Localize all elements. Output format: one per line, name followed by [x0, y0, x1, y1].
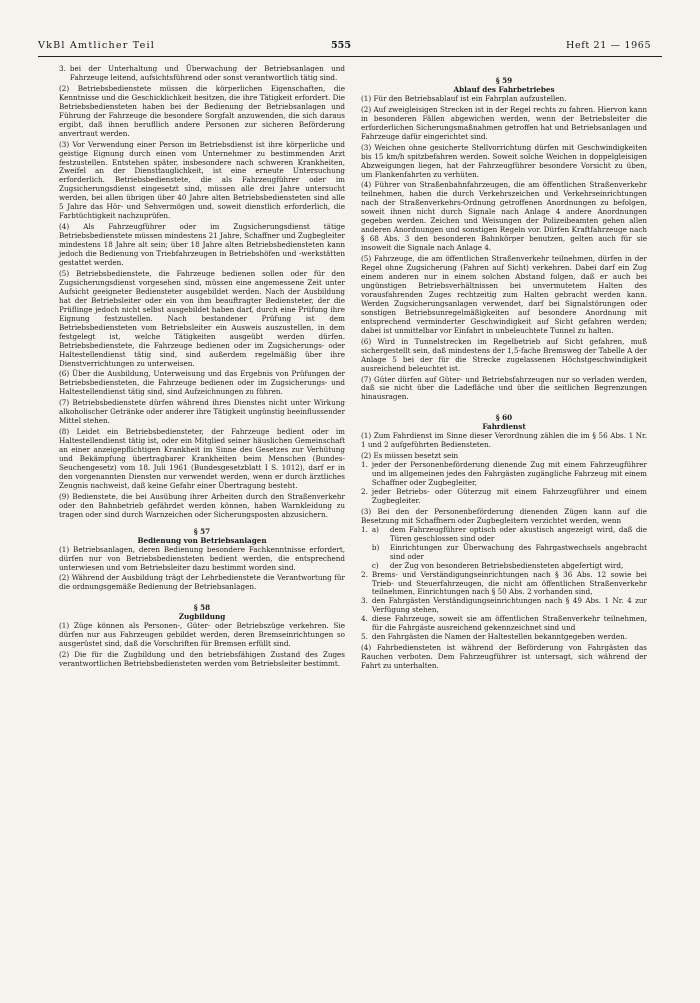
list-number: 1. [361, 460, 368, 470]
list-item [361, 461, 647, 488]
section-number: § 57 [193, 526, 211, 536]
list-number: 4. [361, 614, 368, 624]
list-number: 2. [361, 486, 368, 496]
right-column [361, 65, 647, 671]
issue-number: Heft 21 — 1965 [566, 40, 652, 51]
paragraph: (2) Die für die Zugbildung und den betriebsfähigen Zustand des Zuges verantwortlichen Betriebsbediensteten werden vom Betriebsleiter bestimmt. [59, 650, 345, 669]
list-text: diese Fahrzeuge, soweit sie am öffentlichen Straßenverkehr teilnehmen, für die Fahrgäste ausreichend gekennzeichnet sind und [371, 614, 647, 633]
paragraph: (3) Weichen ohne gesicherte Stellvorrichtung dürfen mit Geschwindigkeiten bis 15 km/h spitzbefahren werden. Soweit solche Weichen in doppelgleisigen Abzweigungen liegen, hat der Fahrzeugführer besondere Vorsicht zu üben, um Flankenfahrten zu verhüten. [361, 142, 647, 179]
sub-item-text: dem Fahrzeugführer optisch oder akustisch angezeigt wird, daß die Türen geschlossen sind oder [389, 524, 647, 543]
paragraph: (6) Wird in Tunnelstrecken im Regelbetrieb auf Sicht gefahren, muß sichergestellt sein, daß mindestens der 1,5-fache Bremsweg der Tabelle A der Anlage 5 bei der für die Strecke zugelassenen Höchstgeschwindigkeit ausreichend beleuchtet ist. [361, 336, 647, 373]
paragraph: (2) Betriebsbedienstete müssen die körperlichen Eigenschaften, die Kenntnisse und die Geschicklichkeit besitzen, die ihre Tätigkeit erfordert. Die Betriebsbediensteten haben bei der Bedienung der Betriebsanlagen und Führung der Fahrzeuge die besondere Sorgfalt anzuwenden, die sich daraus ergibt, daß ihnen berufllich andere Personen zur sicheren Beförderung anvertraut werden. [59, 83, 345, 138]
paragraph: (2) Während der Ausbildung trägt der Lehrbedienstete die Verantwortung für die ordnungsgemäße Bedienung der Betriebsanlagen. [59, 573, 345, 592]
section-number: § 59 [495, 76, 513, 85]
paragraph: (8) Leidet ein Betriebsbediensteter, der Fahrzeuge bedient oder im Haltestellendienst tätig ist, oder ein Mitglied seiner häuslichen Gemeinschaft an einer anzeigepflichtigen Krankheit im Sinne des Gesetzes zur Verhütung und Bekämpfung übertragbarer Krankheiten beim Menschen (Bundes-Seuchengesetz) vom 18. Juli 1961 (Bundesgesetzblatt I S. 1012), darf er in den vorgenannten Diensten nur verwendet werden, wenn er durch ärztliches Zeugnis nachweist, daß keine Gefahr einer Übertragung besteht. [59, 427, 345, 490]
sub-item [372, 544, 647, 562]
list-text: den Fahrgästen die Namen der Haltestellen bekanntgegeben werden. [371, 632, 627, 642]
list-text: Brems- und Verständigungseinrichtungen nach § 36 Abs. 12 sowie bei Trieb- und Steuerfahrzeugen, die nicht am öffentlichen Straßenverkehr teilnehmen, Einrichtungen nach § 50 Abs. 2 vorhanden sind, [371, 569, 647, 597]
paragraph: (7) Güter dürfen auf Güter- und Betriebsfahrzeugen nur so verladen werden, daß sie nicht über die Ladefläche und über die seitlichen Begrenzungen hinausragen. [361, 374, 647, 402]
list-text: jeder der Personenbeförderung dienende Zug mit einem Fahrzeugführer und im allgemeinen jedes den Fahrgästen zugängliche Fahrzeug mit einem Schaffner oder Zugbegleiter, [371, 460, 647, 488]
paragraph: (5) Fahrzeuge, die am öffentlichen Straßenverkehr teilnehmen, dürfen in der Regel ohne Zugsicherung (Fahren auf Sicht) verkehren. Dabei darf ein Zug einem anderen nur in einem solchen Abstand folgen, daß er auch bei ungünstigen Betriebsverhältnissen bei unvermutetem Halten des vorausfahrenden Zuges rechtzeitig zum Halten gebracht werden kann. Werden Zugsicherungsanlagen verwendet, darf bei Signalstörungen oder sonstigen Betriebsunregelmäßigkeiten auf besondere Anordnung mit entsprechend verminderter Geschwindigkeit auf Sicht gefahren werden; dabei ist unmittelbar vor Einfahrt in unbeleuchtete Tunnel zu halten. [361, 254, 647, 335]
list-item [59, 65, 345, 83]
sub-item-text: der Zug von besonderen Betriebsbediensteten abgefertigt wird, [389, 560, 624, 570]
list-number: 2. [361, 569, 368, 579]
list-item [361, 633, 647, 642]
section-title: Ablauf des Fahrbetriebes [453, 84, 555, 94]
list-item [361, 571, 647, 598]
page-number: 555 [331, 40, 352, 51]
list-item [361, 526, 647, 571]
paragraph: (3) Bei den der Personenbeförderung dienenden Zügen kann auf die Besetzung mit Schaffnern oder Zugbegleitern verzichtet werden, wenn [361, 506, 647, 525]
paragraph: (1) Zum Fahrdienst im Sinne dieser Verordnung zählen die im § 56 Abs. 1 Nr. 1 und 2 aufgeführten Bediensteten. [361, 431, 647, 450]
list-item [361, 615, 647, 633]
paragraph: (7) Betriebsbedienstete dürfen während ihres Dienstes nicht unter Wirkung alkoholischer Getränke oder anderer ihre Tätigkeit ungünstig beeinflussender Mittel stehen. [59, 398, 345, 426]
paragraph: (2) Auf zweigleisigen Strecken ist in der Regel rechts zu fahren. Hiervon kann in besonderen Fällen abgewichen werden, wenn der Betriebsleiter die erforderlichen Sicherungsmaßnahmen getroffen hat und Betriebsanlagen und Fahrzeuge dafür eingerichtet sind. [361, 104, 647, 141]
paragraph: (4) Fahrbediensteten ist während der Beförderung von Fahrgästen das Rauchen verboten. Dem Fahrzeugführer ist untersagt, sich während der Fahrt zu unterhalten. [361, 643, 647, 671]
paragraph: (1) Züge können als Personen-, Güter- oder Betriebszüge verkehren. Sie dürfen nur aus Fahrzeugen gebildet werden, deren Bremseinrichtungen so ausgerüstet sind, daß die Vorschriften für Bremsen erfüllt sind. [59, 621, 345, 649]
section-title: Bedienung von Betriebsanlagen [137, 535, 267, 545]
paragraph: (9) Bedienstete, die bei Ausübung ihrer Arbeiten durch den Straßenverkehr oder den Bahnbetrieb gefährdet werden können, haben Warnkleidung zu tragen oder sind durch Warnzeichen oder Sicherungsposten abzusichern. [59, 491, 345, 519]
paragraph: (1) Für den Betriebsablauf ist ein Fahrplan aufzustellen. [361, 93, 567, 103]
section-number: § 58 [193, 603, 211, 613]
paragraph: (5) Betriebsbedienstete, die Fahrzeuge bedienen sollen oder für den Zugsicherungsdienst vorgesehen sind, müssen eine angemessene Zeit unter Aufsicht geeigneter Bediensteter ausgebildet werden. Nach der Ausbildung hat der Betriebsleiter oder ein von ihm beauftragter Bediensteter, der die Prüflinge jedoch nicht selbst ausgebildet haben darf, durch eine Prüfung ihre Eignung festzustellen. Nach bestandener Prüfung ist dem Betriebsbediensteten vom Betriebsleiter ein Ausweis auszustellen, in dem festgelegt ist, welche Tätigkeiten ausgeübt werden dürfen. Betriebsbedienstete, die Fahrzeuge bedienen oder im Zugsicherungs- oder Haltestellendienst tätig sind, sind außerdem regelmäßig über ihre Dienstverrichtungen zu unterweisen. [59, 268, 345, 368]
running-header: VkBl Amtlicher Teil [38, 40, 156, 51]
list-number: 3. [59, 64, 66, 73]
header-rule [38, 56, 662, 57]
sub-item-letter: b) [371, 542, 380, 552]
list-item [361, 488, 647, 506]
section-number: § 60 [495, 413, 513, 423]
list-text [372, 526, 647, 571]
sub-item [372, 526, 647, 544]
list-number: 3. [361, 596, 368, 606]
list-number: 5. [361, 632, 368, 642]
list-text: den Fahrgästen Verständigungseinrichtungen nach § 49 Abs. 1 Nr. 4 zur Verfügung stehen, [371, 596, 647, 615]
paragraph: (6) Über die Ausbildung, Unterweisung und das Ergebnis von Prüfungen der Betriebsbediensteten, die Fahrzeuge bedienen oder im Zugsicherungs- und Haltestellendienst tätig sind, sind Aufzeichnungen zu führen. [59, 369, 345, 397]
paragraph: (4) Als Fahrzeugführer oder im Zugsicherungsdienst tätige Betriebsbedienstete müssen mindestens 21 Jahre, Schaffner und Zugbegleiter mindestens 18 Jahre alt sein; über 18 Jahre alten Betriebsbediensteten kann jedoch die Bedienung von Triebfahrzeugen in Betriebshöfen und -werkstätten gestattet werden. [59, 222, 345, 268]
sub-item-letter: c) [371, 560, 379, 570]
list-item [361, 597, 647, 615]
section-title: Zugbildung [178, 612, 226, 622]
paragraph: (1) Betriebsanlagen, deren Bedienung besondere Fachkenntnisse erfordert, dürfen nur von Betriebsbediensteten bedient werden, die entsprechend unterwiesen und vom Betriebsleiter dazu bestimmt worden sind. [59, 544, 345, 572]
paragraph: (2) Es müssen besetzt sein [361, 451, 459, 461]
list-text: bei der Unterhaltung und Überwachung der Betriebsanlagen und Fahrzeuge leitend, aufsichtsführend oder sonst verantwortlich tätig sind. [69, 64, 345, 82]
sub-item-text: Einrichtungen zur Überwachung des Fahrgastwechsels angebracht sind oder [389, 542, 647, 561]
list-number: 1. [361, 524, 368, 534]
list-text: jeder Betriebs- oder Güterzug mit einem Fahrzeugführer und einem Zugbegleiter. [371, 486, 647, 505]
paragraph: (3) Vor Verwendung einer Person im Betriebsdienst ist ihre körperliche und geistige Eignung durch einen vom Unternehmer zu bestimmenden Arzt festzustellen. Entstehen später, insbesondere nach schweren Krankheiten, Zweifel an der Diensttauglichkeit, ist eine erneute Untersuchung erforderlich. Betriebsbedienstete, die als Fahrzeugführer oder im Zugsicherungsdienst eingesetzt sind, müssen alle drei Jahre untersucht werden, bei allen übrigen über 40 Jahre alten Betriebsbediensteten sind alle 5 Jahre das Hör- und Sehvermögen und, soweit dienstlich erforderlich, die Farbtüchtigkeit nachzuprüfen. [59, 139, 345, 221]
sub-item-letter: a) [371, 524, 379, 534]
paragraph: (4) Führer von Straßenbahnfahrzeugen, die am öffentlichen Straßenverkehr teilnehmen, haben die durch Verkehrszeichen und Verkehrseinrichtungen nach der Straßenverkehrs-Ordnung getroffenen Anordnungen zu befolgen, soweit ihnen nicht durch Signale nach Anlage 4 andere Anordnungen gegeben werden. Zeichen und Weisungen der Polizeibeamten gehen allen anderen Anordnungen und sonstigen Regeln vor. Dürfen Kraftfahrzeuge nach § 68 Abs. 3 den besonderen Bahnkörper benutzen, gelten auch für sie insoweit die Signale nach Anlage 4. [361, 180, 647, 253]
section-title: Fahrdienst [482, 422, 526, 432]
left-column [59, 65, 345, 669]
